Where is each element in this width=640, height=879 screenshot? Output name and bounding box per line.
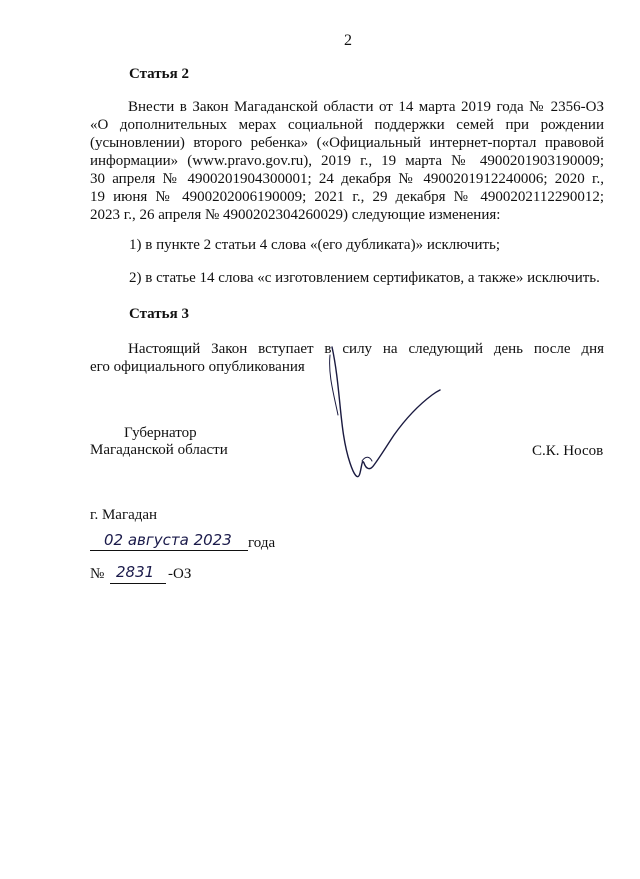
paragraph-line: (усыновлении) второго ребенка» («Официальный интернет-портал правовой xyxy=(90,135,604,151)
handwritten-signature xyxy=(300,335,460,495)
signatory-name: С.К. Носов xyxy=(532,443,604,459)
signatory-title: Губернатор xyxy=(124,425,197,441)
paragraph-line: его официального опубликования xyxy=(90,359,305,375)
number-prefix: № xyxy=(90,566,105,582)
paragraph-line: «О дополнительных мерах социальной поддержки семей при рождении xyxy=(90,117,604,133)
date-underline xyxy=(90,550,248,551)
signatory-region: Магаданской области xyxy=(90,442,228,458)
number-underline xyxy=(110,583,166,584)
date-suffix: года xyxy=(248,535,276,551)
handwritten-number: 2831 xyxy=(116,563,155,581)
page-number: 2 xyxy=(344,32,352,49)
paragraph-line: 30 апреля № 4900201904300001; 24 декабря № 4900201912240006; 2020 г., xyxy=(90,171,604,187)
paragraph-line: Настоящий Закон вступает в силу на следующий день после дня xyxy=(128,341,604,357)
paragraph-line: информации» (www.pravo.gov.ru), 2019 г., 19 марта № 4900201903190009; xyxy=(90,153,604,169)
paragraph-line: 19 июня № 4900202006190009; 2021 г., 29 декабря № 4900202112290012; xyxy=(90,189,604,205)
number-suffix: -ОЗ xyxy=(168,566,192,582)
city-label: г. Магадан xyxy=(90,507,158,523)
paragraph-line: Внести в Закон Магаданской области от 14 марта 2019 года № 2356-ОЗ xyxy=(128,99,604,115)
paragraph-line: 2023 г., 26 апреля № 4900202304260029) следующие изменения: xyxy=(90,207,501,223)
article-2-heading: Статья 2 xyxy=(129,66,189,82)
article-2-item-2: 2) в статье 14 слова «с изготовлением сертификатов, а также» исключить. xyxy=(129,270,600,286)
handwritten-date: 02 августа 2023 xyxy=(104,531,232,549)
article-2-paragraph xyxy=(90,98,604,224)
article-3-heading: Статья 3 xyxy=(129,306,189,322)
article-2-item-1: 1) в пункте 2 статьи 4 слова «(его дубликата)» исключить; xyxy=(129,237,501,253)
